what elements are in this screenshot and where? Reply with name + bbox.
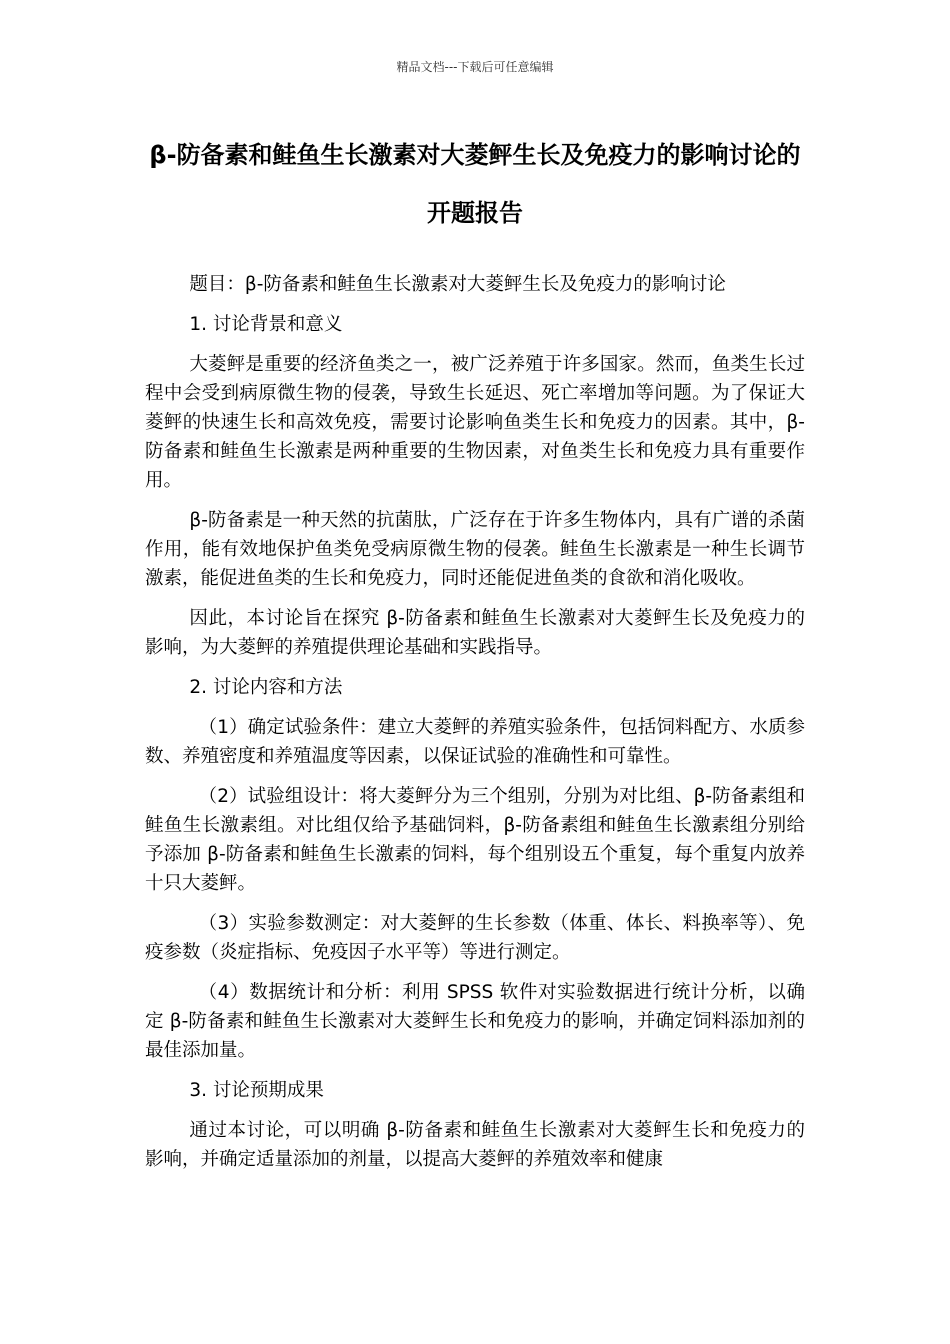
- method-item-1: （1）确定试验条件：建立大菱鲆的养殖实验条件，包括饲料配方、水质参数、养殖密度和养殖温度等因素，以保证试验的准确性和可靠性。: [145, 717, 805, 767]
- document-title: β-防备素和鲑鱼生长激素对大菱鲆生长及免疫力的影响讨论的开题报告: [149, 141, 801, 227]
- method-item-3: （3）实验参数测定：对大菱鲆的生长参数（体重、体长、料换率等）、免疫参数（炎症指标、免疫因子水平等）等进行测定。: [145, 913, 805, 963]
- method-item-2: （2）试验组设计：将大菱鲆分为三个组别，分别为对比组、β-防备素组和鲑鱼生长激素组。对比组仅给予基础饲料，β-防备素组和鲑鱼生长激素组分别给予添加 β-防备素和鲑鱼生长激素的饲料，每个组别设五个重复，每个重复内放养十只大菱鲆。: [145, 786, 805, 894]
- topic-line: 题目：β-防备素和鲑鱼生长激素对大菱鲆生长及免疫力的影响讨论: [189, 274, 726, 295]
- paragraph-purpose: 因此，本讨论旨在探究 β-防备素和鲑鱼生长激素对大菱鲆生长及免疫力的影响，为大菱鲆的养殖提供理论基础和实践指导。: [145, 608, 805, 658]
- section-heading-methods: 2. 讨论内容和方法: [189, 677, 343, 698]
- paragraph-background: 大菱鲆是重要的经济鱼类之一，被广泛养殖于许多国家。然而，鱼类生长过程中会受到病原微生物的侵袭，导致生长延迟、死亡率增加等问题。为了保证大菱鲆的快速生长和高效免疫，需要讨论影响鱼类生长和免疫力的因素。其中，β-防备素和鲑鱼生长激素是两种重要的生物因素，对鱼类生长和免疫力具有重要作用。: [145, 354, 805, 491]
- section-heading-outcomes: 3. 讨论预期成果: [189, 1080, 324, 1101]
- header-note: 精品文档---下载后可任意编辑: [396, 60, 554, 74]
- document-body: [145, 270, 805, 1185]
- paragraph-defensin: β-防备素是一种天然的抗菌肽，广泛存在于许多生物体内，具有广谱的杀菌作用，能有效地保护鱼类免受病原微生物的侵袭。鲑鱼生长激素是一种生长调节激素，能促进鱼类的生长和免疫力，同时还能促进鱼类的食欲和消化吸收。: [145, 510, 805, 589]
- paragraph-outcomes: 通过本讨论，可以明确 β-防备素和鲑鱼生长激素对大菱鲆生长和免疫力的影响，并确定适量添加的剂量，以提高大菱鲆的养殖效率和健康: [145, 1120, 805, 1170]
- section-heading-background: 1. 讨论背景和意义: [189, 314, 343, 335]
- method-item-4: （4）数据统计和分析：利用 SPSS 软件对实验数据进行统计分析，以确定 β-防备素和鲑鱼生长激素对大菱鲆生长和免疫力的影响，并确定饲料添加剂的最佳添加量。: [145, 982, 805, 1061]
